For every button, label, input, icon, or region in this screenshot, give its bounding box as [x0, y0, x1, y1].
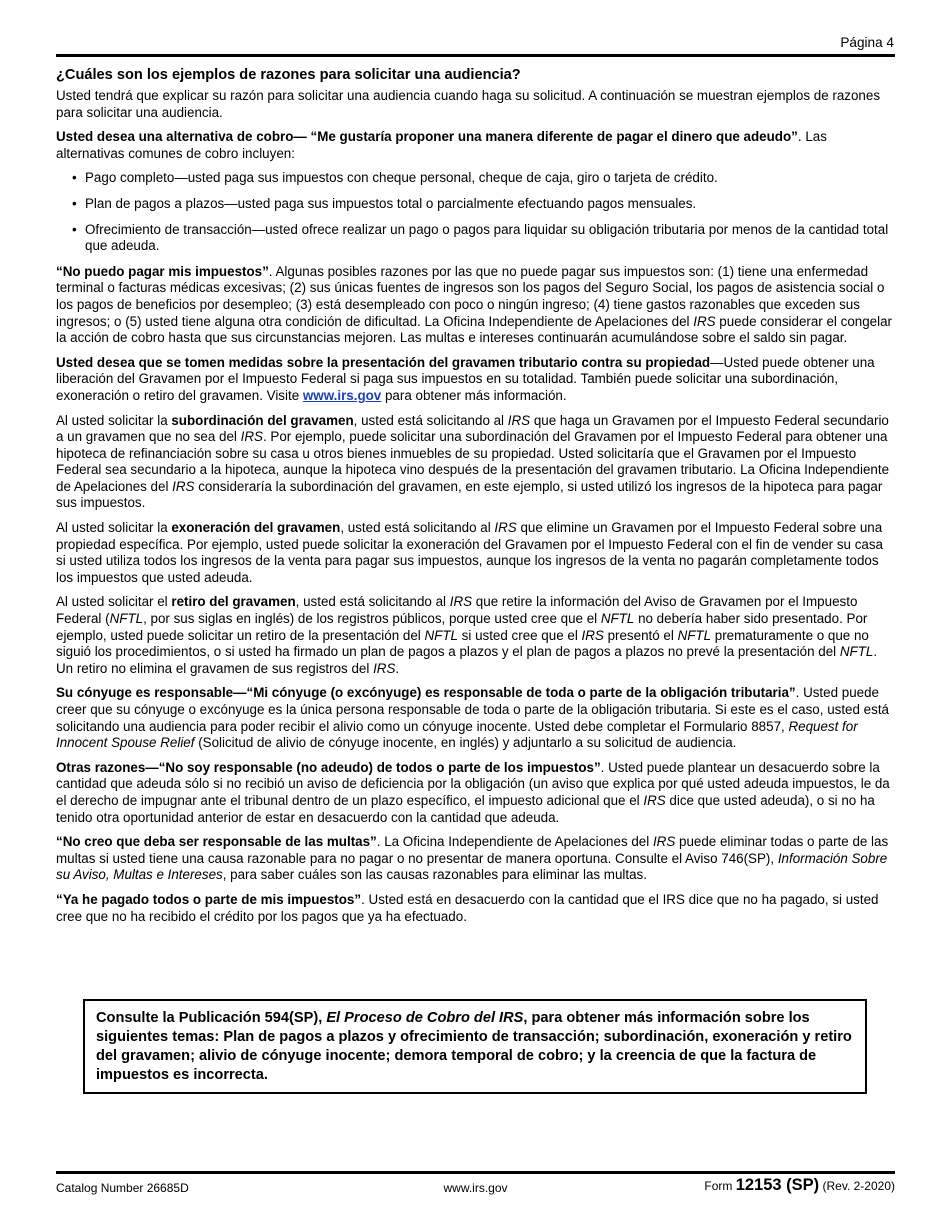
penalties-title: “No creo que deba ser responsable de las multas”	[56, 834, 377, 850]
cant-pay-title: “No puedo pagar mis impuestos”	[56, 263, 269, 279]
bottom-rule	[56, 1171, 895, 1174]
other-reasons-title: Otras razones—“No soy responsable (no adeudo) de todos o parte de los impuestos”	[56, 759, 601, 775]
withdrawal-paragraph: Al usted solicitar el retiro del gravamen, usted está solicitando al IRS que retire la información del Aviso de Gravamen por el Impuesto Federal (NFTL, por sus siglas en inglés) de los registros públicos, porque usted cree que el NFTL no debería haber sido presentado. Por ejemplo, usted puede solicitar un retiro de la presentación del NFTL si usted cree que el IRS presentó el NFTL prematuramente o que no siguió los procedimientos, o si usted ha firmado un plan de pagos a plazos y el plan de pagos a plazos no prevé la presentación del NFTL. Un retiro no elimina el gravamen de sus registros del IRS.	[56, 594, 878, 676]
bullet-icon: •	[72, 195, 77, 211]
list-item: • Pago completo—usted paga sus impuestos con cheque personal, cheque de caja, giro o tarjeta de crédito.	[72, 170, 718, 186]
main-content	[56, 66, 896, 933]
penalties-paragraph: “No creo que deba ser responsable de las multas”. La Oficina Independiente de Apelaciones del IRS puede eliminar todas o parte de las multas si usted tiene una causa razonable para no pagar o no presentar de manera oportuna. Consulte el Aviso 746(SP), Información Sobre su Aviso, Multas e Intereses, para saber cuáles son las causas razonables para eliminar las multas.	[56, 834, 889, 883]
cant-pay-paragraph: “No puedo pagar mis impuestos”. Algunas posibles razones por las que no puede pagar sus impuestos son: (1) tiene una enfermedad terminal o facturas médicas excesivas; (2) sus únicas fuentes de ingresos son los pagos del Seguro Social, los pagos de asistencia social o los pagos de beneficios por desempleo; (3) está desempleado con poco o ningún ingreso; (4) tiene gastos razonables que exceden sus ingresos; o (5) usted tiene alguna otra condición de dificultad. La Oficina Independiente de Apelaciones del IRS puede considerar el congelar la acción de cobro hasta que sus circunstancias mejoren. Las multas e intereses continuarán acumulándose sobre el saldo sin pagar.	[56, 263, 892, 346]
intro-paragraph: Usted tendrá que explicar su razón para solicitar una audiencia cuando haga su solicitud. A continuación se muestran ejemplos de razones para solicitar una audiencia.	[56, 88, 881, 120]
spouse-paragraph: Su cónyuge es responsable—“Mi cónyuge (o excónyuge) es responsable de toda o parte de la obligación tributaria”. Usted puede creer que su cónyuge o excónyuge es la única persona responsable de toda o parte de la obligación tributaria. Si este es el caso, usted está solicitando una audiencia para poder recibir el alivio como un cónyuge inocente. Usted debe completar el Formulario 8857, Request for Innocent Spouse Relief (Solicitud de alivio de cónyuge inocente, en inglés) y adjuntarlo a su solicitud de audiencia.	[56, 685, 889, 751]
bullet-icon: •	[72, 221, 77, 237]
collection-alternative-paragraph: Usted desea una alternativa de cobro— “Me gustaría proponer una manera diferente de pagar el dinero que adeudo”. Las alternativas comunes de cobro incluyen:	[56, 129, 827, 161]
page-number: Página 4	[840, 35, 894, 50]
collection-alternative-title: Usted desea una alternativa de cobro— “Me gustaría proponer una manera diferente de pagar el dinero que adeudo”	[56, 129, 798, 145]
list-item: • Ofrecimiento de transacción—usted ofrece realizar un pago o pagos para liquidar su obligación tributaria por menos de la cantidad total que adeuda.	[72, 221, 889, 254]
irs-website-link[interactable]: www.irs.gov	[302, 387, 382, 403]
footer-website: www.irs.gov	[443, 1181, 508, 1195]
collection-alternatives-list	[56, 170, 896, 254]
spouse-title: Su cónyuge es responsable—“Mi cónyuge (o excónyuge) es responsable de toda o parte de la obligación tributaria”	[56, 685, 796, 701]
discharge-paragraph: Al usted solicitar la exoneración del gravamen, usted está solicitando al IRS que elimine un Gravamen por el Impuesto Federal sobre una propiedad específica. Por ejemplo, usted puede solicitar la exoneración del Gravamen por el Impuesto Federal con el fin de vender su casa si usted utiliza todos los ingresos de la venta para pagar sus impuestos, aunque los ingresos de la venta no pagarán completamente todos los impuestos que usted adeuda.	[56, 520, 883, 585]
list-item: • Plan de pagos a plazos—usted paga sus impuestos total o parcialmente efectuando pagos mensuales.	[72, 195, 697, 211]
form-identifier: Form 12153 (SP) (Rev. 2-2020)	[704, 1176, 895, 1194]
footer	[56, 1176, 895, 1200]
already-paid-title: “Ya he pagado todos o parte de mis impuestos”	[56, 891, 362, 907]
already-paid-paragraph: “Ya he pagado todos o parte de mis impuestos”. Usted está en desacuerdo con la cantidad que el IRS dice que no ha pagado, si usted cree que no ha recibido el crédito por los pagos que ya ha efectuado.	[56, 891, 879, 924]
form-number: 12153 (SP)	[735, 1176, 820, 1194]
lien-title: Usted desea que se tomen medidas sobre la presentación del gravamen tributario contra su propiedad	[56, 354, 711, 370]
bullet-icon: •	[72, 170, 77, 186]
lien-paragraph: Usted desea que se tomen medidas sobre la presentación del gravamen tributario contra su propiedad—Usted puede obtener una liberación del Gravamen por el Impuesto Federal si paga sus impuestos en su totalidad. También puede solicitar una subordinación, exoneración o retiro del gravamen. Visite www.irs.gov para obtener más información.	[56, 354, 875, 403]
top-rule	[56, 54, 895, 57]
subordination-paragraph: Al usted solicitar la subordinación del gravamen, usted está solicitando al IRS que haga un Gravamen por el Impuesto Federal secundario a un gravamen que no sea del IRS. Por ejemplo, puede solicitar una subordinación del Gravamen por el Impuesto Federal para obtener una hipoteca de refinanciación sobre su casa u otros bienes inmuebles de su propiedad. Usted solicitaría que el Gravamen por el Impuesto Federal sea secundario a la hipoteca, aunque la hipoteca vino después de la presentación del gravamen tributario. La Oficina Independiente de Apelaciones del IRS consideraría la subordinación del gravamen, en este ejemplo, si usted utilizó los ingresos de la hipoteca para pagar sus impuestos.	[56, 412, 890, 511]
publication-callout-box: Consulte la Publicación 594(SP), El Proceso de Cobro del IRS, para obtener más información sobre los siguientes temas: Plan de pagos a plazos y ofrecimiento de transacción; subordinación, exoneración y retiro del gravamen; alivio de cónyuge inocente; demora temporal de cobro; y la creencia de que la factura de impuestos es incorrecta.	[83, 999, 867, 1094]
other-reasons-paragraph: Otras razones—“No soy responsable (no adeudo) de todos o parte de los impuestos”. Usted puede plantear un desacuerdo sobre la cantidad que adeuda sólo si no recibió un aviso de deficiencia por la obligación (un aviso que explica por qué usted adeuda impuestos, le da el derecho de impugnar ante el tribunal dentro de un plazo específico, el impuesto adicional que el IRS dice que usted adeuda), o si no ha tenido otra oportunidad anterior de estar en desacuerdo con la cantidad que adeuda.	[56, 759, 890, 825]
section-heading: ¿Cuáles son los ejemplos de razones para solicitar una audiencia?	[56, 67, 521, 83]
catalog-number: Catalog Number 26685D	[56, 1181, 189, 1195]
